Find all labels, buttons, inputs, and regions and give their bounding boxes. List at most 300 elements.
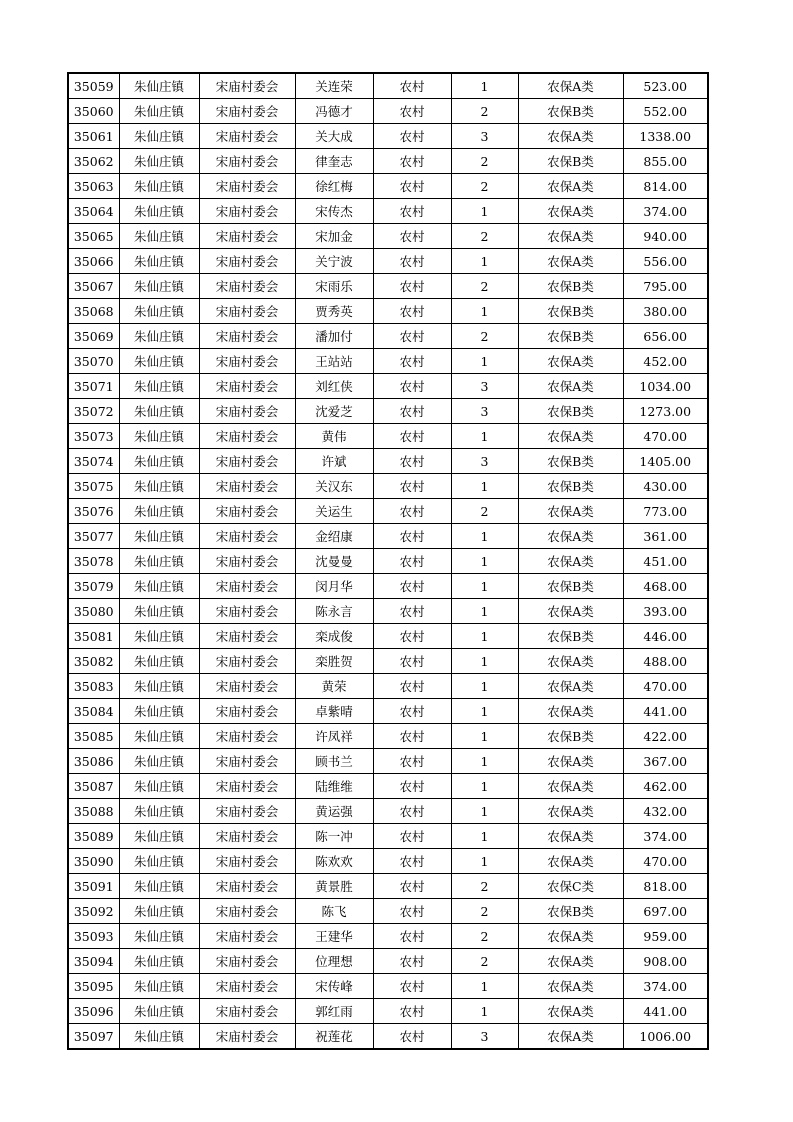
record-id-cell: 35076: [68, 499, 119, 524]
village-committee-cell: 宋庙村委会: [199, 524, 295, 549]
table-row: [68, 924, 708, 949]
table-row: [68, 574, 708, 599]
category-cell: 农保A类: [518, 699, 623, 724]
village-committee-cell: 宋庙村委会: [199, 149, 295, 174]
category-cell: 农保A类: [518, 549, 623, 574]
record-id-cell: 35066: [68, 249, 119, 274]
amount-cell: 523.00: [623, 73, 708, 99]
name-cell: 冯德才: [295, 99, 373, 124]
category-cell: 农保A类: [518, 199, 623, 224]
village-committee-cell: 宋庙村委会: [199, 174, 295, 199]
amount-cell: 462.00: [623, 774, 708, 799]
table-row: [68, 524, 708, 549]
category-cell: 农保A类: [518, 424, 623, 449]
table-row: [68, 749, 708, 774]
amount-cell: 556.00: [623, 249, 708, 274]
household-size-cell: 1: [451, 199, 518, 224]
household-size-cell: 1: [451, 474, 518, 499]
name-cell: 潘加付: [295, 324, 373, 349]
name-cell: 黄伟: [295, 424, 373, 449]
town-cell: 朱仙庄镇: [119, 274, 199, 299]
household-size-cell: 1: [451, 424, 518, 449]
household-size-cell: 1: [451, 774, 518, 799]
household-size-cell: 2: [451, 499, 518, 524]
name-cell: 陆维维: [295, 774, 373, 799]
village-committee-cell: 宋庙村委会: [199, 324, 295, 349]
household-size-cell: 3: [451, 449, 518, 474]
town-cell: 朱仙庄镇: [119, 849, 199, 874]
record-id-cell: 35072: [68, 399, 119, 424]
table-row: [68, 724, 708, 749]
name-cell: 栾成俊: [295, 624, 373, 649]
table-row: [68, 299, 708, 324]
town-cell: 朱仙庄镇: [119, 149, 199, 174]
village-committee-cell: 宋庙村委会: [199, 274, 295, 299]
household-size-cell: 2: [451, 149, 518, 174]
name-cell: 宋加金: [295, 224, 373, 249]
area-type-cell: 农村: [373, 749, 451, 774]
area-type-cell: 农村: [373, 349, 451, 374]
household-size-cell: 3: [451, 124, 518, 149]
village-committee-cell: 宋庙村委会: [199, 724, 295, 749]
village-committee-cell: 宋庙村委会: [199, 774, 295, 799]
village-committee-cell: 宋庙村委会: [199, 399, 295, 424]
household-size-cell: 2: [451, 274, 518, 299]
record-id-cell: 35097: [68, 1024, 119, 1050]
area-type-cell: 农村: [373, 949, 451, 974]
amount-cell: 1338.00: [623, 124, 708, 149]
town-cell: 朱仙庄镇: [119, 649, 199, 674]
name-cell: 卓紫晴: [295, 699, 373, 724]
town-cell: 朱仙庄镇: [119, 924, 199, 949]
table-row: [68, 73, 708, 99]
name-cell: 陈飞: [295, 899, 373, 924]
amount-cell: 959.00: [623, 924, 708, 949]
category-cell: 农保A类: [518, 924, 623, 949]
household-size-cell: 3: [451, 399, 518, 424]
category-cell: 农保A类: [518, 599, 623, 624]
record-id-cell: 35071: [68, 374, 119, 399]
household-size-cell: 2: [451, 924, 518, 949]
table-row: [68, 149, 708, 174]
amount-cell: 468.00: [623, 574, 708, 599]
area-type-cell: 农村: [373, 599, 451, 624]
amount-cell: 814.00: [623, 174, 708, 199]
household-size-cell: 1: [451, 724, 518, 749]
record-id-cell: 35083: [68, 674, 119, 699]
area-type-cell: 农村: [373, 724, 451, 749]
name-cell: 王站站: [295, 349, 373, 374]
table-row: [68, 224, 708, 249]
roster-table-body: [68, 73, 708, 1049]
amount-cell: 446.00: [623, 624, 708, 649]
amount-cell: 1034.00: [623, 374, 708, 399]
town-cell: 朱仙庄镇: [119, 124, 199, 149]
name-cell: 宋传杰: [295, 199, 373, 224]
town-cell: 朱仙庄镇: [119, 324, 199, 349]
record-id-cell: 35082: [68, 649, 119, 674]
table-row: [68, 999, 708, 1024]
town-cell: 朱仙庄镇: [119, 874, 199, 899]
name-cell: 闵月华: [295, 574, 373, 599]
area-type-cell: 农村: [373, 474, 451, 499]
amount-cell: 656.00: [623, 324, 708, 349]
name-cell: 刘红侠: [295, 374, 373, 399]
record-id-cell: 35091: [68, 874, 119, 899]
village-committee-cell: 宋庙村委会: [199, 974, 295, 999]
area-type-cell: 农村: [373, 149, 451, 174]
area-type-cell: 农村: [373, 499, 451, 524]
village-committee-cell: 宋庙村委会: [199, 824, 295, 849]
area-type-cell: 农村: [373, 1024, 451, 1050]
table-row: [68, 99, 708, 124]
category-cell: 农保C类: [518, 874, 623, 899]
amount-cell: 940.00: [623, 224, 708, 249]
area-type-cell: 农村: [373, 924, 451, 949]
record-id-cell: 35080: [68, 599, 119, 624]
town-cell: 朱仙庄镇: [119, 599, 199, 624]
town-cell: 朱仙庄镇: [119, 974, 199, 999]
record-id-cell: 35096: [68, 999, 119, 1024]
village-committee-cell: 宋庙村委会: [199, 224, 295, 249]
table-row: [68, 424, 708, 449]
name-cell: 宋雨乐: [295, 274, 373, 299]
village-committee-cell: 宋庙村委会: [199, 624, 295, 649]
town-cell: 朱仙庄镇: [119, 774, 199, 799]
town-cell: 朱仙庄镇: [119, 1024, 199, 1050]
category-cell: 农保B类: [518, 299, 623, 324]
table-row: [68, 1024, 708, 1050]
table-row: [68, 324, 708, 349]
record-id-cell: 35065: [68, 224, 119, 249]
amount-cell: 367.00: [623, 749, 708, 774]
name-cell: 徐红梅: [295, 174, 373, 199]
amount-cell: 552.00: [623, 99, 708, 124]
household-size-cell: 1: [451, 624, 518, 649]
village-committee-cell: 宋庙村委会: [199, 674, 295, 699]
record-id-cell: 35079: [68, 574, 119, 599]
town-cell: 朱仙庄镇: [119, 374, 199, 399]
household-size-cell: 3: [451, 1024, 518, 1050]
table-row: [68, 174, 708, 199]
record-id-cell: 35078: [68, 549, 119, 574]
household-size-cell: 2: [451, 949, 518, 974]
amount-cell: 451.00: [623, 549, 708, 574]
area-type-cell: 农村: [373, 574, 451, 599]
record-id-cell: 35061: [68, 124, 119, 149]
amount-cell: 452.00: [623, 349, 708, 374]
area-type-cell: 农村: [373, 974, 451, 999]
household-size-cell: 1: [451, 799, 518, 824]
area-type-cell: 农村: [373, 324, 451, 349]
table-row: [68, 124, 708, 149]
town-cell: 朱仙庄镇: [119, 574, 199, 599]
name-cell: 陈欢欢: [295, 849, 373, 874]
record-id-cell: 35059: [68, 73, 119, 99]
table-row: [68, 699, 708, 724]
area-type-cell: 农村: [373, 249, 451, 274]
town-cell: 朱仙庄镇: [119, 549, 199, 574]
village-committee-cell: 宋庙村委会: [199, 849, 295, 874]
name-cell: 栾胜贺: [295, 649, 373, 674]
village-committee-cell: 宋庙村委会: [199, 299, 295, 324]
record-id-cell: 35075: [68, 474, 119, 499]
category-cell: 农保A类: [518, 799, 623, 824]
record-id-cell: 35094: [68, 949, 119, 974]
category-cell: 农保A类: [518, 749, 623, 774]
category-cell: 农保B类: [518, 399, 623, 424]
name-cell: 律奎志: [295, 149, 373, 174]
name-cell: 许凤祥: [295, 724, 373, 749]
area-type-cell: 农村: [373, 874, 451, 899]
household-size-cell: 1: [451, 974, 518, 999]
village-committee-cell: 宋庙村委会: [199, 474, 295, 499]
amount-cell: 422.00: [623, 724, 708, 749]
category-cell: 农保B类: [518, 449, 623, 474]
record-id-cell: 35088: [68, 799, 119, 824]
town-cell: 朱仙庄镇: [119, 899, 199, 924]
table-row: [68, 399, 708, 424]
name-cell: 关汉东: [295, 474, 373, 499]
area-type-cell: 农村: [373, 524, 451, 549]
household-size-cell: 1: [451, 699, 518, 724]
area-type-cell: 农村: [373, 174, 451, 199]
household-size-cell: 2: [451, 224, 518, 249]
household-size-cell: 1: [451, 249, 518, 274]
amount-cell: 470.00: [623, 849, 708, 874]
category-cell: 农保A类: [518, 974, 623, 999]
household-size-cell: 3: [451, 374, 518, 399]
village-committee-cell: 宋庙村委会: [199, 649, 295, 674]
area-type-cell: 农村: [373, 124, 451, 149]
village-committee-cell: 宋庙村委会: [199, 349, 295, 374]
household-size-cell: 2: [451, 874, 518, 899]
area-type-cell: 农村: [373, 699, 451, 724]
household-size-cell: 1: [451, 574, 518, 599]
village-committee-cell: 宋庙村委会: [199, 249, 295, 274]
amount-cell: 374.00: [623, 974, 708, 999]
record-id-cell: 35085: [68, 724, 119, 749]
name-cell: 关运生: [295, 499, 373, 524]
household-size-cell: 1: [451, 674, 518, 699]
village-committee-cell: 宋庙村委会: [199, 874, 295, 899]
record-id-cell: 35062: [68, 149, 119, 174]
amount-cell: 374.00: [623, 199, 708, 224]
name-cell: 王建华: [295, 924, 373, 949]
name-cell: 金绍康: [295, 524, 373, 549]
household-size-cell: 1: [451, 599, 518, 624]
household-size-cell: 2: [451, 899, 518, 924]
village-committee-cell: 宋庙村委会: [199, 124, 295, 149]
town-cell: 朱仙庄镇: [119, 824, 199, 849]
record-id-cell: 35060: [68, 99, 119, 124]
record-id-cell: 35070: [68, 349, 119, 374]
record-id-cell: 35095: [68, 974, 119, 999]
table-row: [68, 374, 708, 399]
area-type-cell: 农村: [373, 824, 451, 849]
record-id-cell: 35063: [68, 174, 119, 199]
name-cell: 黄运强: [295, 799, 373, 824]
record-id-cell: 35089: [68, 824, 119, 849]
household-size-cell: 2: [451, 324, 518, 349]
category-cell: 农保A类: [518, 374, 623, 399]
category-cell: 农保A类: [518, 524, 623, 549]
record-id-cell: 35067: [68, 274, 119, 299]
town-cell: 朱仙庄镇: [119, 174, 199, 199]
household-size-cell: 1: [451, 524, 518, 549]
category-cell: 农保A类: [518, 349, 623, 374]
household-size-cell: 2: [451, 174, 518, 199]
name-cell: 陈一冲: [295, 824, 373, 849]
table-row: [68, 899, 708, 924]
amount-cell: 441.00: [623, 999, 708, 1024]
category-cell: 农保A类: [518, 224, 623, 249]
area-type-cell: 农村: [373, 224, 451, 249]
town-cell: 朱仙庄镇: [119, 499, 199, 524]
table-row: [68, 824, 708, 849]
name-cell: 宋传峰: [295, 974, 373, 999]
amount-cell: 393.00: [623, 599, 708, 624]
area-type-cell: 农村: [373, 799, 451, 824]
name-cell: 黄荣: [295, 674, 373, 699]
village-committee-cell: 宋庙村委会: [199, 449, 295, 474]
town-cell: 朱仙庄镇: [119, 699, 199, 724]
record-id-cell: 35074: [68, 449, 119, 474]
village-committee-cell: 宋庙村委会: [199, 73, 295, 99]
village-committee-cell: 宋庙村委会: [199, 749, 295, 774]
table-row: [68, 849, 708, 874]
record-id-cell: 35092: [68, 899, 119, 924]
village-committee-cell: 宋庙村委会: [199, 99, 295, 124]
town-cell: 朱仙庄镇: [119, 949, 199, 974]
table-row: [68, 974, 708, 999]
table-row: [68, 874, 708, 899]
town-cell: 朱仙庄镇: [119, 449, 199, 474]
name-cell: 沈曼曼: [295, 549, 373, 574]
category-cell: 农保B类: [518, 724, 623, 749]
town-cell: 朱仙庄镇: [119, 799, 199, 824]
village-committee-cell: 宋庙村委会: [199, 424, 295, 449]
amount-cell: 470.00: [623, 424, 708, 449]
village-committee-cell: 宋庙村委会: [199, 899, 295, 924]
household-size-cell: 1: [451, 824, 518, 849]
name-cell: 关宁波: [295, 249, 373, 274]
table-row: [68, 624, 708, 649]
name-cell: 位理想: [295, 949, 373, 974]
table-row: [68, 499, 708, 524]
category-cell: 农保A类: [518, 674, 623, 699]
town-cell: 朱仙庄镇: [119, 724, 199, 749]
town-cell: 朱仙庄镇: [119, 424, 199, 449]
category-cell: 农保A类: [518, 73, 623, 99]
amount-cell: 855.00: [623, 149, 708, 174]
record-id-cell: 35077: [68, 524, 119, 549]
area-type-cell: 农村: [373, 624, 451, 649]
village-committee-cell: 宋庙村委会: [199, 799, 295, 824]
town-cell: 朱仙庄镇: [119, 73, 199, 99]
name-cell: 沈爱芝: [295, 399, 373, 424]
category-cell: 农保B类: [518, 574, 623, 599]
village-committee-cell: 宋庙村委会: [199, 949, 295, 974]
town-cell: 朱仙庄镇: [119, 749, 199, 774]
amount-cell: 818.00: [623, 874, 708, 899]
amount-cell: 432.00: [623, 799, 708, 824]
table-row: [68, 474, 708, 499]
table-row: [68, 649, 708, 674]
area-type-cell: 农村: [373, 299, 451, 324]
amount-cell: 1273.00: [623, 399, 708, 424]
category-cell: 农保A类: [518, 999, 623, 1024]
area-type-cell: 农村: [373, 399, 451, 424]
household-size-cell: 1: [451, 849, 518, 874]
town-cell: 朱仙庄镇: [119, 674, 199, 699]
household-size-cell: 1: [451, 749, 518, 774]
household-size-cell: 1: [451, 999, 518, 1024]
record-id-cell: 35087: [68, 774, 119, 799]
amount-cell: 1006.00: [623, 1024, 708, 1050]
amount-cell: 908.00: [623, 949, 708, 974]
record-id-cell: 35081: [68, 624, 119, 649]
household-size-cell: 1: [451, 549, 518, 574]
amount-cell: 430.00: [623, 474, 708, 499]
household-size-cell: 1: [451, 299, 518, 324]
record-id-cell: 35090: [68, 849, 119, 874]
record-id-cell: 35086: [68, 749, 119, 774]
category-cell: 农保B类: [518, 274, 623, 299]
category-cell: 农保A类: [518, 499, 623, 524]
name-cell: 许斌: [295, 449, 373, 474]
village-committee-cell: 宋庙村委会: [199, 199, 295, 224]
table-row: [68, 599, 708, 624]
table-row: [68, 349, 708, 374]
village-committee-cell: 宋庙村委会: [199, 549, 295, 574]
amount-cell: 697.00: [623, 899, 708, 924]
area-type-cell: 农村: [373, 774, 451, 799]
household-size-cell: 1: [451, 649, 518, 674]
category-cell: 农保A类: [518, 249, 623, 274]
village-committee-cell: 宋庙村委会: [199, 924, 295, 949]
category-cell: 农保A类: [518, 824, 623, 849]
category-cell: 农保B类: [518, 899, 623, 924]
category-cell: 农保A类: [518, 849, 623, 874]
area-type-cell: 农村: [373, 274, 451, 299]
area-type-cell: 农村: [373, 549, 451, 574]
record-id-cell: 35084: [68, 699, 119, 724]
amount-cell: 773.00: [623, 499, 708, 524]
name-cell: 陈永言: [295, 599, 373, 624]
table-row: [68, 199, 708, 224]
category-cell: 农保A类: [518, 949, 623, 974]
area-type-cell: 农村: [373, 424, 451, 449]
town-cell: 朱仙庄镇: [119, 999, 199, 1024]
town-cell: 朱仙庄镇: [119, 474, 199, 499]
category-cell: 农保B类: [518, 474, 623, 499]
village-committee-cell: 宋庙村委会: [199, 374, 295, 399]
town-cell: 朱仙庄镇: [119, 299, 199, 324]
name-cell: 黄景胜: [295, 874, 373, 899]
record-id-cell: 35064: [68, 199, 119, 224]
household-size-cell: 1: [451, 349, 518, 374]
village-committee-cell: 宋庙村委会: [199, 574, 295, 599]
area-type-cell: 农村: [373, 999, 451, 1024]
amount-cell: 441.00: [623, 699, 708, 724]
village-committee-cell: 宋庙村委会: [199, 999, 295, 1024]
record-id-cell: 35068: [68, 299, 119, 324]
village-committee-cell: 宋庙村委会: [199, 499, 295, 524]
area-type-cell: 农村: [373, 849, 451, 874]
category-cell: 农保A类: [518, 174, 623, 199]
category-cell: 农保B类: [518, 99, 623, 124]
